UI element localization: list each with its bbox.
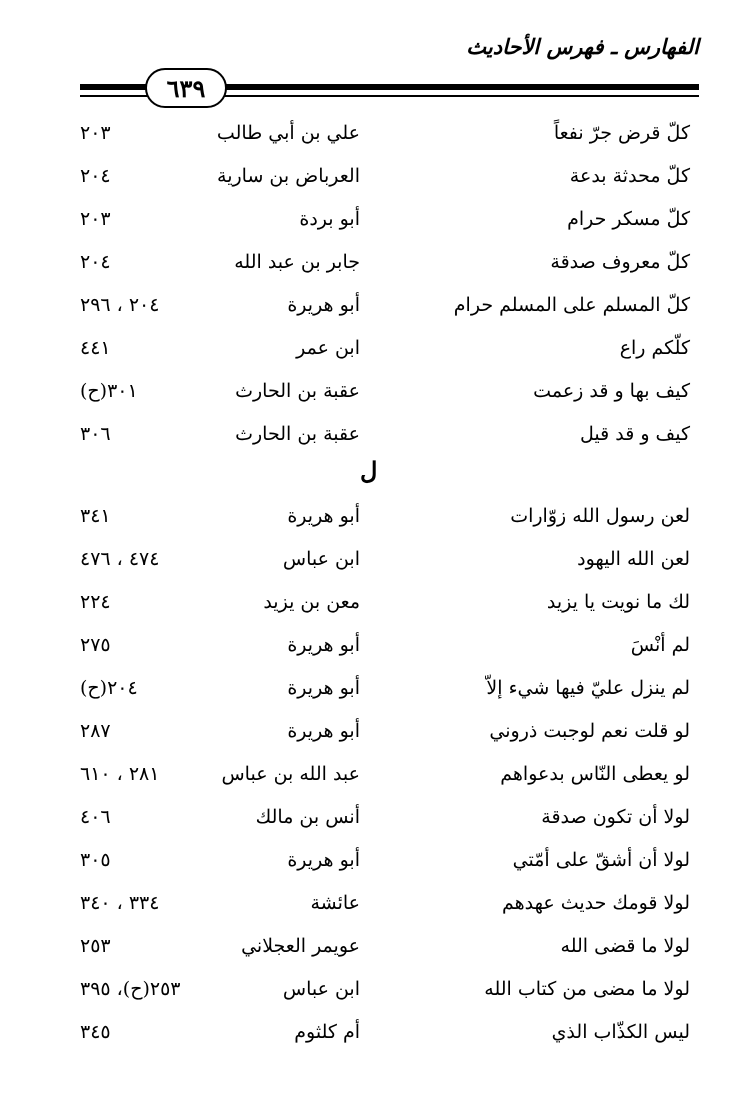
- index-row: [80, 677, 690, 717]
- narrator: عبد الله بن عباس: [221, 763, 360, 785]
- narrator: معن بن يزيد: [263, 591, 360, 613]
- page-refs: ٤٤١: [80, 337, 111, 359]
- narrator: ابن عباس: [282, 978, 360, 1000]
- hadith-text: لولا أن أشقّ على أمّتي: [512, 849, 690, 871]
- hadith-text: لعن الله اليهود: [577, 548, 690, 570]
- hadith-text: لولا قومك حديث عهدهم: [501, 892, 690, 914]
- narrator: علي بن أبي طالب: [216, 122, 360, 144]
- page-refs: ٤٠٦: [80, 806, 111, 828]
- hadith-text: لولا ما قضى الله: [560, 935, 690, 957]
- hadith-text: كلّ محدثة بدعة: [569, 165, 690, 187]
- index-row: [80, 849, 690, 889]
- page-refs: ٢٥٣(ح)، ٣٩٥: [80, 978, 181, 1000]
- page-refs: ٣٠٦: [80, 423, 111, 445]
- page-refs: ٢٠٤: [80, 165, 111, 187]
- narrator: أبو هريرة: [287, 720, 360, 742]
- page-refs: ٤٧٤ ، ٤٧٦: [80, 548, 160, 570]
- index-row: [80, 978, 690, 1018]
- index-row: [80, 591, 690, 631]
- page-refs: ٢٥٣: [80, 935, 111, 957]
- hadith-text: كلّ المسلم على المسلم حرام: [453, 294, 690, 316]
- page-refs: ٣٤٥: [80, 1021, 111, 1043]
- index-row: [80, 165, 690, 205]
- page-number: ٦٣٩: [166, 73, 206, 103]
- page-refs: ٣٣٤ ، ٣٤٠: [80, 892, 160, 914]
- page-refs: ٢٨١ ، ٦١٠: [80, 763, 160, 785]
- narrator: ابن عمر: [296, 337, 360, 359]
- index-row: [80, 935, 690, 975]
- index-row: [80, 122, 690, 162]
- index-row: [80, 806, 690, 846]
- hadith-text: كلّكم راع: [619, 337, 690, 359]
- index-row: [80, 337, 690, 377]
- running-header: الفهارس ـ فهرس الأحاديث: [466, 34, 699, 59]
- index-row: [80, 294, 690, 334]
- index-row: [80, 1021, 690, 1061]
- page-refs: ٢٠٤: [80, 251, 111, 273]
- index-row: [80, 763, 690, 803]
- hadith-text: كلّ معروف صدقة: [550, 251, 690, 273]
- index-row: [80, 380, 690, 420]
- index-row: [80, 208, 690, 248]
- narrator: عائشة: [310, 892, 360, 914]
- hadith-text: كيف و قد قيل: [579, 423, 690, 445]
- hadith-text: لو يعطى النّاس بدعواهم: [500, 763, 690, 785]
- index-row: [80, 505, 690, 545]
- page-refs: ٢٠٣: [80, 122, 111, 144]
- page-number-badge: [145, 68, 227, 108]
- index-row: [80, 423, 690, 463]
- narrator: أبو هريرة: [287, 505, 360, 527]
- hadith-text: كلّ قرض جرّ نفعاً: [553, 122, 690, 144]
- narrator: أبو هريرة: [287, 849, 360, 871]
- narrator: أبو هريرة: [287, 634, 360, 656]
- hadith-text: لم ينزل عليّ فيها شيء إلاّ: [486, 677, 690, 699]
- page-refs: ٢٠٣: [80, 208, 111, 230]
- hadith-text: ليس الكذّاب الذي: [551, 1021, 690, 1043]
- index-row: [80, 548, 690, 588]
- hadith-text: كلّ مسكر حرام: [567, 208, 690, 230]
- narrator: عويمر العجلاني: [241, 935, 360, 957]
- page-refs: ٢٢٤: [80, 591, 111, 613]
- index-row: [80, 634, 690, 674]
- narrator: أبو بردة: [299, 208, 360, 230]
- hadith-text: لو قلت نعم لوجبت ذروني: [489, 720, 690, 742]
- page-refs: ٢٠٤(ح): [80, 677, 138, 699]
- narrator: أم كلثوم: [294, 1021, 360, 1043]
- narrator: أبو هريرة: [287, 294, 360, 316]
- narrator: أنس بن مالك: [255, 806, 360, 828]
- narrator: عقبة بن الحارث: [235, 423, 360, 445]
- narrator: ابن عباس: [282, 548, 360, 570]
- hadith-text: لولا أن تكون صدقة: [541, 806, 690, 828]
- section-letter: ل: [360, 456, 378, 485]
- narrator: عقبة بن الحارث: [235, 380, 360, 402]
- hadith-text: لولا ما مضى من كتاب الله: [484, 978, 690, 1000]
- page-refs: ٣٠١(ح): [80, 380, 138, 402]
- index-row: [80, 892, 690, 932]
- index-row: [80, 251, 690, 291]
- page-refs: ٣٠٥: [80, 849, 111, 871]
- narrator: العرباض بن سارية: [217, 165, 360, 187]
- hadith-text: لم أنْسَ: [630, 634, 690, 656]
- page-refs: ٢٨٧: [80, 720, 111, 742]
- hadith-text: لك ما نويت يا يزيد: [546, 591, 690, 613]
- page-refs: ٣٤١: [80, 505, 111, 527]
- narrator: أبو هريرة: [287, 677, 360, 699]
- hadith-text: لعن رسول الله زوّارات: [510, 505, 690, 527]
- page-refs: ٢٠٤ ، ٢٩٦: [80, 294, 160, 316]
- narrator: جابر بن عبد الله: [234, 251, 360, 273]
- hadith-text: كيف بها و قد زعمت: [533, 380, 690, 402]
- index-row: [80, 720, 690, 760]
- page-refs: ٢٧٥: [80, 634, 111, 656]
